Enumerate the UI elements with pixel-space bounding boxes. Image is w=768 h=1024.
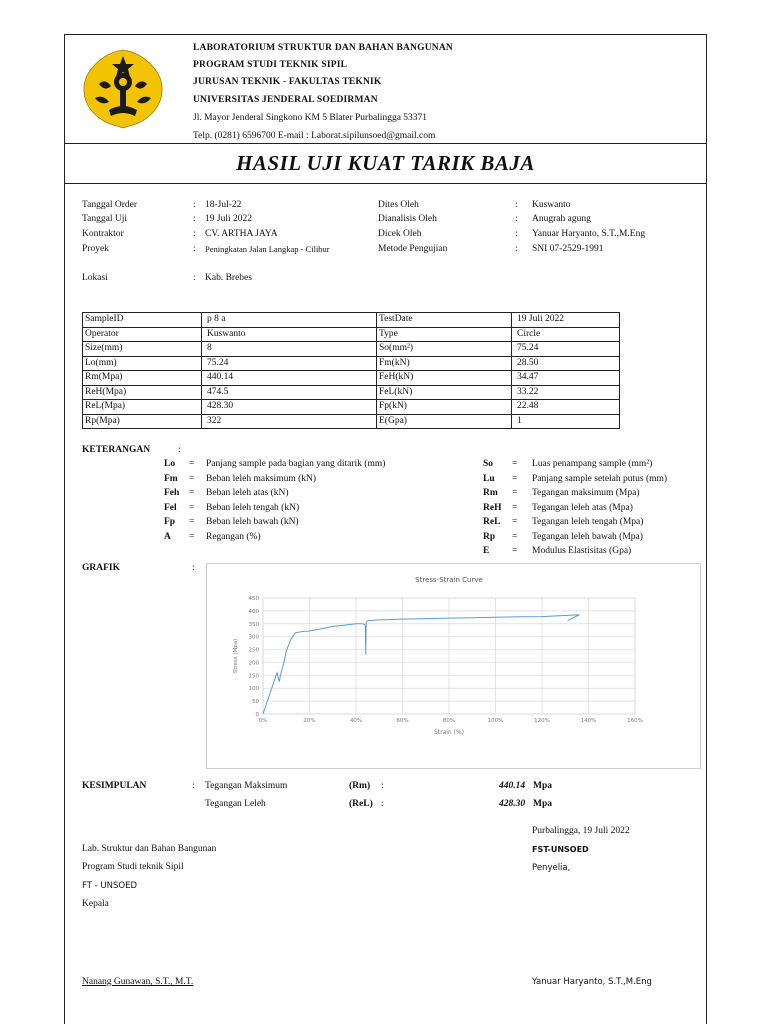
- keterangan-equals: =: [512, 517, 518, 527]
- x-tick-label: 40%: [349, 718, 363, 724]
- header-contact: Telp. (0281) 6596700 E-mail : Laborat.sipilunsoed@gmail.com: [193, 131, 436, 141]
- y-axis-label: Stress (Mpa): [233, 638, 239, 674]
- table-cell-value: 28.50: [512, 356, 620, 371]
- table-row: [83, 400, 620, 415]
- keterangan-equals: =: [512, 531, 518, 542]
- info-colon: :: [193, 229, 196, 239]
- stress-strain-chart: [206, 563, 701, 769]
- table-cell-label: So(mm²): [377, 342, 512, 357]
- x-axis-label: Strain (%): [433, 729, 465, 736]
- keterangan-description: Tegangan leleh bawah (Mpa): [532, 531, 643, 542]
- keterangan-description: Tegangan leleh atas (Mpa): [532, 502, 633, 513]
- info-value: SNI 07-2529-1991: [532, 244, 604, 254]
- table-cell-label: Size(mm): [83, 342, 202, 357]
- y-tick-label: 50: [252, 699, 259, 706]
- table-row: [83, 385, 620, 400]
- keterangan-equals: =: [512, 502, 518, 513]
- header-line-department: JURUSAN TEKNIK - FAKULTAS TEKNIK: [193, 77, 382, 87]
- y-tick-label: 350: [248, 621, 259, 628]
- info-label: Tanggal Order: [82, 200, 137, 210]
- y-tick-label: 450: [248, 596, 259, 602]
- info-value: Peningkatan Jalan Langkap - Cilibur: [205, 244, 330, 254]
- keterangan-symbol: Lu: [483, 473, 495, 484]
- table-row: [83, 327, 620, 342]
- info-colon: :: [193, 214, 196, 224]
- signature-left-line: Program Studi teknik Sipil: [82, 862, 184, 872]
- kesimpulan-colon: :: [381, 799, 384, 809]
- info-label: Dites Oleh: [378, 200, 419, 210]
- keterangan-equals: =: [189, 517, 195, 527]
- keterangan-symbol: Feh: [164, 488, 180, 498]
- table-cell-label: Rp(Mpa): [83, 414, 202, 429]
- chart-title: Stress-Strain Curve: [415, 576, 483, 584]
- kesimpulan-symbol: (ReL): [349, 799, 373, 809]
- chart-canvas: [207, 564, 700, 768]
- table-cell-label: ReL(Mpa): [83, 400, 202, 415]
- y-tick-label: 400: [248, 608, 259, 615]
- info-label: Dicek Oleh: [378, 229, 422, 239]
- keterangan-symbol: Rp: [483, 531, 496, 542]
- table-cell-value: 19 Juli 2022: [512, 313, 620, 328]
- header-line-program: PROGRAM STUDI TEKNIK SIPIL: [193, 60, 348, 70]
- keterangan-equals: =: [189, 473, 195, 484]
- info-label: Lokasi: [82, 273, 108, 283]
- table-cell-label: ReH(Mpa): [83, 385, 202, 400]
- kesimpulan-symbol: (Rm): [349, 781, 371, 791]
- info-value: Kab. Brebes: [205, 273, 252, 283]
- info-colon: :: [515, 229, 518, 239]
- signature-right-name: Yanuar Haryanto, S.T.,M.Eng: [532, 977, 652, 987]
- keterangan-symbol: Fm: [164, 473, 178, 484]
- table-row: [83, 356, 620, 371]
- signature-left-line: FT - UNSOED: [82, 881, 137, 891]
- keterangan-equals: =: [189, 531, 195, 542]
- info-colon: :: [193, 200, 196, 210]
- table-cell-value: 75.24: [202, 356, 377, 371]
- x-tick-label: 20%: [303, 718, 316, 724]
- table-row: [83, 313, 620, 328]
- table-cell-label: Fm(kN): [377, 356, 512, 371]
- keterangan-description: Modulus Elastisitas (Gpa): [532, 546, 632, 556]
- x-tick-label: 140%: [580, 718, 597, 724]
- signature-place-date: Purbalingga, 19 Juli 2022: [532, 826, 630, 836]
- x-tick-label: 160%: [627, 718, 643, 724]
- kesimpulan-name: Tegangan Leleh: [205, 799, 266, 809]
- keterangan-description: Tegangan maksimum (Mpa): [532, 488, 640, 498]
- header-line-university: UNIVERSITAS JENDERAL SOEDIRMAN: [193, 95, 378, 105]
- keterangan-description: Beban leleh atas (kN): [206, 488, 289, 498]
- info-colon: :: [193, 273, 196, 283]
- x-tick-label: 60%: [396, 718, 409, 724]
- keterangan-equals: =: [512, 473, 518, 484]
- keterangan-label: KETERANGAN: [82, 445, 151, 455]
- y-tick-label: 0: [255, 712, 259, 718]
- kesimpulan-value: 440.14: [499, 781, 526, 791]
- table-cell-label: Rm(Mpa): [83, 371, 202, 386]
- kesimpulan-label: KESIMPULAN: [82, 781, 147, 791]
- info-value: Yanuar Haryanto, S.T.,M.Eng: [532, 229, 646, 239]
- keterangan-symbol: Fel: [164, 502, 177, 513]
- x-tick-label: 120%: [534, 718, 550, 724]
- test-data-table: [82, 312, 620, 429]
- keterangan-description: Luas penampang sample (mm²): [532, 459, 653, 469]
- x-tick-label: 0%: [258, 718, 268, 724]
- kesimpulan-unit: Mpa: [533, 781, 552, 791]
- y-tick-label: 200: [248, 660, 259, 667]
- signature-left-line: Kepala: [82, 899, 109, 909]
- info-label: Kontraktor: [82, 229, 124, 239]
- keterangan-symbol: A: [164, 531, 171, 542]
- keterangan-equals: =: [512, 459, 518, 469]
- keterangan-equals: =: [189, 488, 195, 498]
- keterangan-equals: =: [512, 546, 518, 556]
- table-cell-value: p 8 a: [202, 313, 377, 328]
- x-tick-label: 100%: [487, 718, 504, 724]
- table-cell-value: 34.47: [512, 371, 620, 386]
- info-value: Kuswanto: [532, 200, 571, 210]
- info-colon: :: [515, 244, 518, 254]
- table-cell-value: 428.30: [202, 400, 377, 415]
- info-value: Anugrah agung: [532, 214, 591, 224]
- kesimpulan-name: Tegangan Maksimum: [205, 781, 288, 791]
- info-label: Tanggal Uji: [82, 214, 127, 224]
- y-tick-label: 300: [248, 634, 259, 641]
- keterangan-symbol: ReH: [483, 502, 502, 513]
- table-cell-value: 1: [512, 414, 620, 429]
- grafik-colon: :: [192, 563, 195, 573]
- info-label: Dianalisis Oleh: [378, 214, 437, 224]
- keterangan-symbol: Fp: [164, 517, 176, 527]
- keterangan-colon: :: [178, 445, 181, 455]
- keterangan-description: Regangan (%): [206, 531, 261, 542]
- keterangan-symbol: E: [483, 546, 490, 556]
- table-cell-label: FeL(kN): [377, 385, 512, 400]
- table-cell-value: 75.24: [512, 342, 620, 357]
- table-cell-value: 322: [202, 414, 377, 429]
- table-cell-value: 22.48: [512, 400, 620, 415]
- keterangan-equals: =: [512, 488, 518, 498]
- kesimpulan-colon: :: [381, 781, 384, 791]
- letterhead: [65, 35, 706, 144]
- table-cell-label: E(Gpa): [377, 414, 512, 429]
- table-row: [83, 371, 620, 386]
- keterangan-description: Beban leleh maksimum (kN): [206, 473, 317, 484]
- info-colon: :: [193, 244, 196, 254]
- header-line-lab: LABORATORIUM STRUKTUR DAN BAHAN BANGUNAN: [193, 43, 453, 53]
- keterangan-equals: =: [189, 459, 195, 469]
- info-colon: :: [515, 214, 518, 224]
- x-tick-label: 80%: [442, 718, 456, 724]
- signature-right-org: FST-UNSOED: [532, 845, 589, 854]
- keterangan-description: Tegangan leleh tengah (Mpa): [532, 517, 644, 527]
- table-cell-label: Fp(kN): [377, 400, 512, 415]
- kesimpulan-value: 428.30: [499, 799, 526, 809]
- keterangan-symbol: So: [483, 459, 494, 469]
- keterangan-symbol: Lo: [164, 459, 176, 469]
- info-label: Proyek: [82, 244, 109, 254]
- table-cell-value: 33.22: [512, 385, 620, 400]
- info-value: 19 Juli 2022: [205, 214, 252, 224]
- info-colon: :: [515, 200, 518, 210]
- table-cell-value: 440.14: [202, 371, 377, 386]
- table-cell-label: Type: [377, 327, 512, 342]
- table-cell-label: Operator: [83, 327, 202, 342]
- table-cell-value: Kuswanto: [202, 327, 377, 342]
- header-address: Jl. Mayor Jenderal Singkono KM 5 Blater Purbalingga 53371: [193, 113, 428, 123]
- y-tick-label: 150: [248, 673, 259, 680]
- keterangan-equals: =: [189, 502, 195, 513]
- grafik-label: GRAFIK: [82, 563, 120, 573]
- report-page: [64, 34, 707, 1024]
- keterangan-description: Panjang sample setelah putus (mm): [532, 473, 668, 484]
- table-cell-value: 474.5: [202, 385, 377, 400]
- keterangan-symbol: ReL: [483, 517, 501, 527]
- keterangan-symbol: Rm: [483, 488, 498, 498]
- signature-left-line: Lab. Struktur dan Bahan Bangunan: [82, 844, 217, 854]
- y-tick-label: 100: [248, 686, 259, 693]
- table-cell-value: 8: [202, 342, 377, 357]
- signature-left-name: Nanang Gunawan, S.T., M.T.: [82, 977, 194, 987]
- table-cell-value: Circle: [512, 327, 620, 342]
- university-seal-icon: [79, 44, 167, 130]
- keterangan-description: Panjang sample pada bagian yang ditarik (mm): [206, 459, 386, 469]
- keterangan-description: Beban leleh bawah (kN): [206, 517, 299, 527]
- info-value: 18-Jul-22: [205, 200, 242, 210]
- kesimpulan-unit: Mpa: [533, 799, 552, 809]
- y-tick-label: 250: [248, 647, 259, 654]
- info-value: CV. ARTHA JAYA: [205, 229, 278, 239]
- table-row: [83, 342, 620, 357]
- table-row: [83, 414, 620, 429]
- info-label: Metode Pengujian: [378, 244, 448, 254]
- table-cell-label: SampleID: [83, 313, 202, 328]
- signature-right-role: Penyelia,: [532, 863, 571, 873]
- kesimpulan-colon: :: [192, 781, 195, 791]
- table-cell-label: Lo(mm): [83, 356, 202, 371]
- report-title: HASIL UJI KUAT TARIK BAJA: [65, 143, 706, 184]
- table-cell-label: FeH(kN): [377, 371, 512, 386]
- keterangan-description: Beban leleh tengah (kN): [206, 502, 300, 513]
- table-cell-label: TestDate: [377, 313, 512, 328]
